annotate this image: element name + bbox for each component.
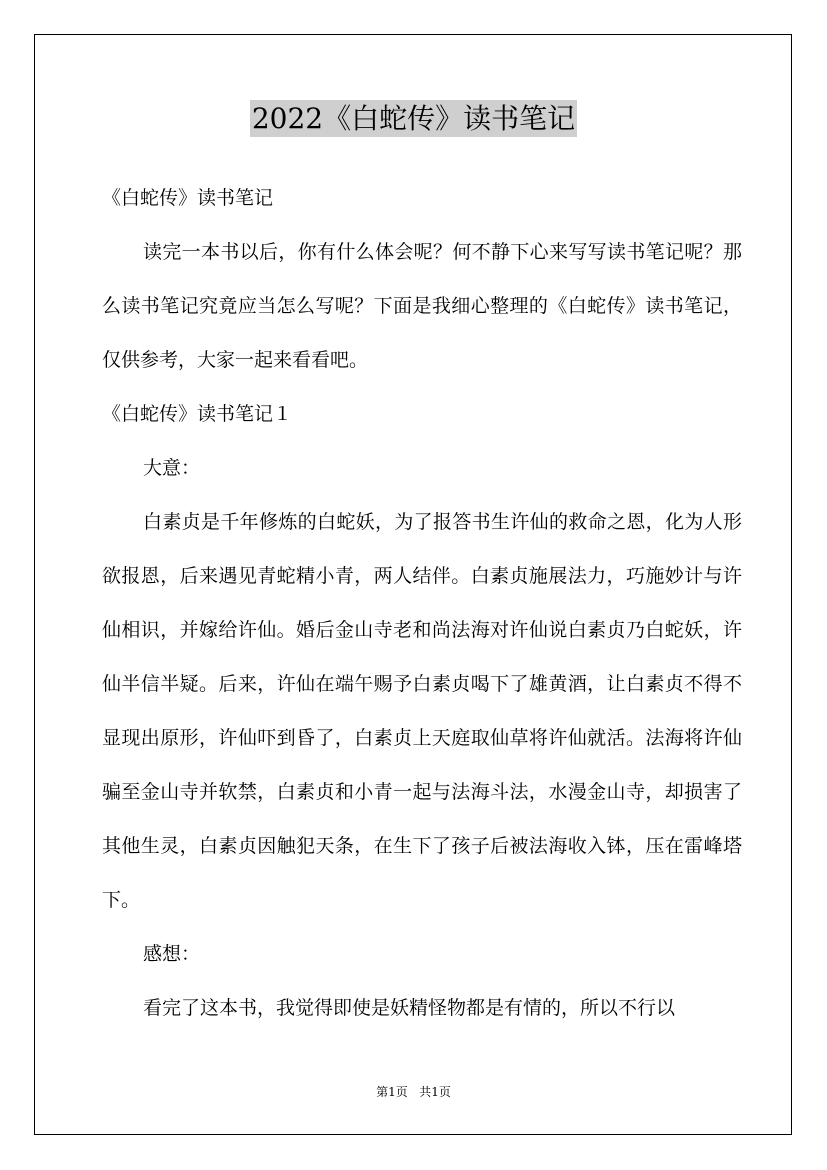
- summary-paragraph: 白素贞是千年修炼的白蛇妖，为了报答书生许仙的救命之恩，化为人形欲报恩，后来遇见青蛇精小青，两人结伴。白素贞施展法力，巧施妙计与许仙相识，并嫁给许仙。婚后金山寺老和尚法海对许仙说白素贞乃白蛇妖，许仙半信半疑。后来，许仙在端午赐予白素贞喝下了雄黄酒，让白素贞不得不显现出原形，许仙吓到昏了，白素贞上天庭取仙草将许仙就活。法海将许仙骗至金山寺并软禁，白素贞和小青一起与法海斗法，水漫金山寺，却损害了其他生灵，白素贞因触犯天条，在生下了孩子后被法海收入钵，压在雷峰塔下。: [102, 511, 742, 911]
- page-footer: 第1页 共1页: [376, 1085, 451, 1099]
- document-body: [102, 171, 742, 1035]
- subheading-thoughts: 感想：: [143, 943, 201, 965]
- section-heading: 《白蛇传》读书笔记: [102, 187, 274, 209]
- thoughts-paragraph: 看完了这本书，我觉得即使是妖精怪物都是有情的，所以不行以: [143, 997, 676, 1019]
- subheading-summary: 大意：: [143, 457, 201, 479]
- document-title: [0, 96, 827, 142]
- intro-paragraph: 读完一本书以后，你有什么体会呢？何不静下心来写写读书笔记呢？那么读书笔记究竟应当怎么写呢？下面是我细心整理的《白蛇传》读书笔记，仅供参考，大家一起来看看吧。: [102, 241, 742, 371]
- document-title-text: 2022《白蛇传》读书笔记: [251, 102, 576, 135]
- section-heading: 《白蛇传》读书笔记１: [102, 403, 293, 425]
